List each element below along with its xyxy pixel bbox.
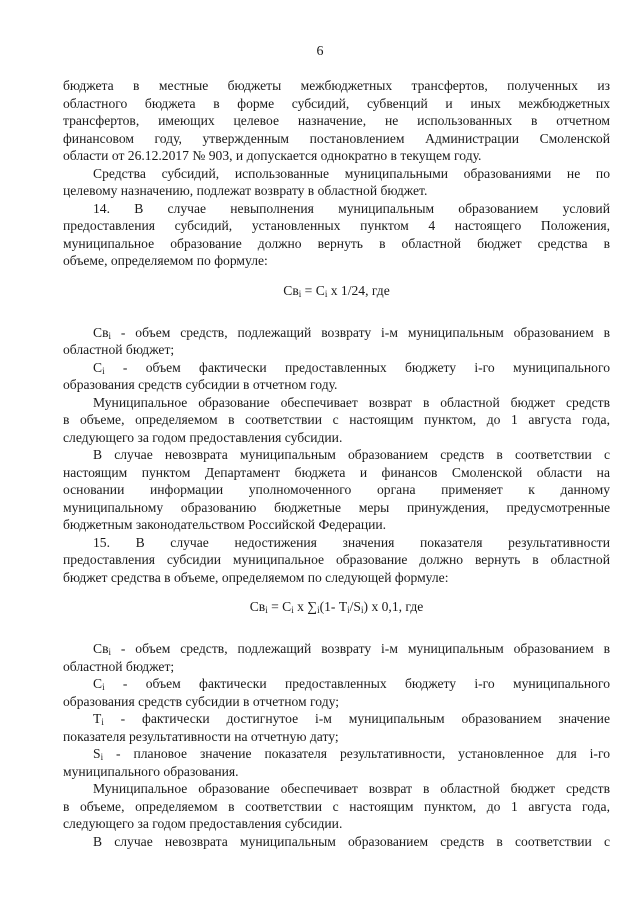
text-line: муниципального образования. <box>63 763 239 779</box>
text-line: муниципальное образование должно вернуть в областной бюджет средства в <box>63 235 610 251</box>
text-line: в объеме, определяемом в соответствии с настоящим пунктом, до 1 августа года, <box>63 798 610 814</box>
text-line: $С_i$ - объем фактически предоставленных бюджету i-го муниципального <box>93 676 610 692</box>
text-line: 15. В случае недостижения значения показателя результативности <box>93 534 610 550</box>
paragraph-14 <box>63 200 610 270</box>
text-line: настоящим пунктом Департамент бюджета и финансов Смоленской области на <box>63 464 610 480</box>
paragraph-return-1 <box>63 394 610 447</box>
text-line: бюджетным законодательством Российской Федерации. <box>63 517 387 532</box>
paragraph-15 <box>63 534 610 587</box>
text-line: $С_i$ - объем фактически предоставленных бюджету i-го муниципального <box>93 359 610 376</box>
formula-2: $Св_i = С_i$ х $\sum_i(1-$ $Т_i/S_i$) х 0,1, где <box>249 599 424 615</box>
document-body <box>63 77 610 850</box>
page-number: 6 <box>316 44 324 59</box>
text-line: объеме, определяемом по формуле: <box>63 253 268 268</box>
definition-svi <box>63 324 610 359</box>
text-line: Средства субсидий, использованные муниципальными образованиями не по <box>93 165 610 181</box>
definition-ci-2 <box>63 675 610 710</box>
spacer <box>63 314 610 324</box>
text-line: $S_i$ - плановое значение показателя результативности, установленное для i-го <box>93 746 610 762</box>
text-line: В случае невозврата муниципальным образованием средств в соответствии с <box>93 447 610 462</box>
text-line: трансфертов, имеющих целевое назначение, не использованных в отчетном <box>63 113 610 128</box>
text-line: 14. В случае невыполнения муниципальным образованием условий <box>93 200 610 216</box>
paragraph-nonreturn-1 <box>63 446 610 534</box>
text-line: бюджет средства в объеме, определяемом по следующей формуле: <box>63 569 449 585</box>
text-line: В случае невозврата муниципальным образованием средств в соответствии с <box>93 833 610 849</box>
definition-ti <box>63 710 610 745</box>
text-line: в объеме, определяемом в соответствии с настоящим пунктом, до 1 августа года, <box>63 412 610 427</box>
formula-1: $Св_i = С_i$ х 1/24, где <box>283 282 390 299</box>
text-line: предоставления субсидий, установленных пунктом 4 настоящего Положения, <box>63 218 610 233</box>
paragraph-return-2 <box>63 780 610 833</box>
text-line: Муниципальное образование обеспечивает возврат в областной бюджет средств <box>93 781 610 796</box>
text-line: финансовом году, утвержденным постановлением Администрации Смоленской <box>63 130 610 146</box>
text-line: областного бюджета в форме субсидий, субвенций и иных межбюджетных <box>63 95 610 111</box>
text-line: $Св_i$ - объем средств, подлежащий возврату i-м муниципальным образованием в <box>93 641 610 657</box>
text-line: образования средств субсидии в отчетном году. <box>63 377 338 392</box>
definition-si <box>63 745 610 780</box>
text-line: муниципальному образованию бюджетные меры принуждения, предусмотренные <box>63 499 610 515</box>
text-line: области от 26.12.2017 № 903, и допускается однократно в текущем году. <box>63 148 482 163</box>
text-line: Муниципальное образование обеспечивает возврат в областной бюджет средств <box>93 394 610 410</box>
paragraph-2 <box>63 165 610 200</box>
text-line: целевому назначению, подлежат возврату в областной бюджет. <box>63 183 428 198</box>
text-line: $Св_i$ - объем средств, подлежащий возврату i-м муниципальным образованием в <box>93 324 610 341</box>
text-line: показателя результативности на отчетную дату; <box>63 728 339 744</box>
text-line: образования средств субсидии в отчетном году; <box>63 693 340 709</box>
definition-svi-2 <box>63 640 610 675</box>
paragraph-nonreturn-2 <box>63 833 610 851</box>
text-line: областной бюджет; <box>63 658 175 674</box>
text-line: $Т_i$ - фактически достигнутое i-м муниципальным образованием значение <box>93 711 610 727</box>
paragraph-1 <box>63 77 610 165</box>
text-line: областной бюджет; <box>63 342 175 357</box>
text-line: основании информации уполномоченного органа применяет к данному <box>63 482 610 497</box>
text-line: предоставления субсидии муниципальное образование должно вернуть в областной <box>63 552 610 567</box>
text-line: следующего за годом предоставления субсидии. <box>63 816 343 831</box>
definition-ci <box>63 359 610 394</box>
spacer <box>63 630 610 640</box>
text-line: бюджета в местные бюджеты межбюджетных трансфертов, полученных из <box>63 78 610 93</box>
text-line: следующего за годом предоставления субсидии. <box>63 429 343 445</box>
